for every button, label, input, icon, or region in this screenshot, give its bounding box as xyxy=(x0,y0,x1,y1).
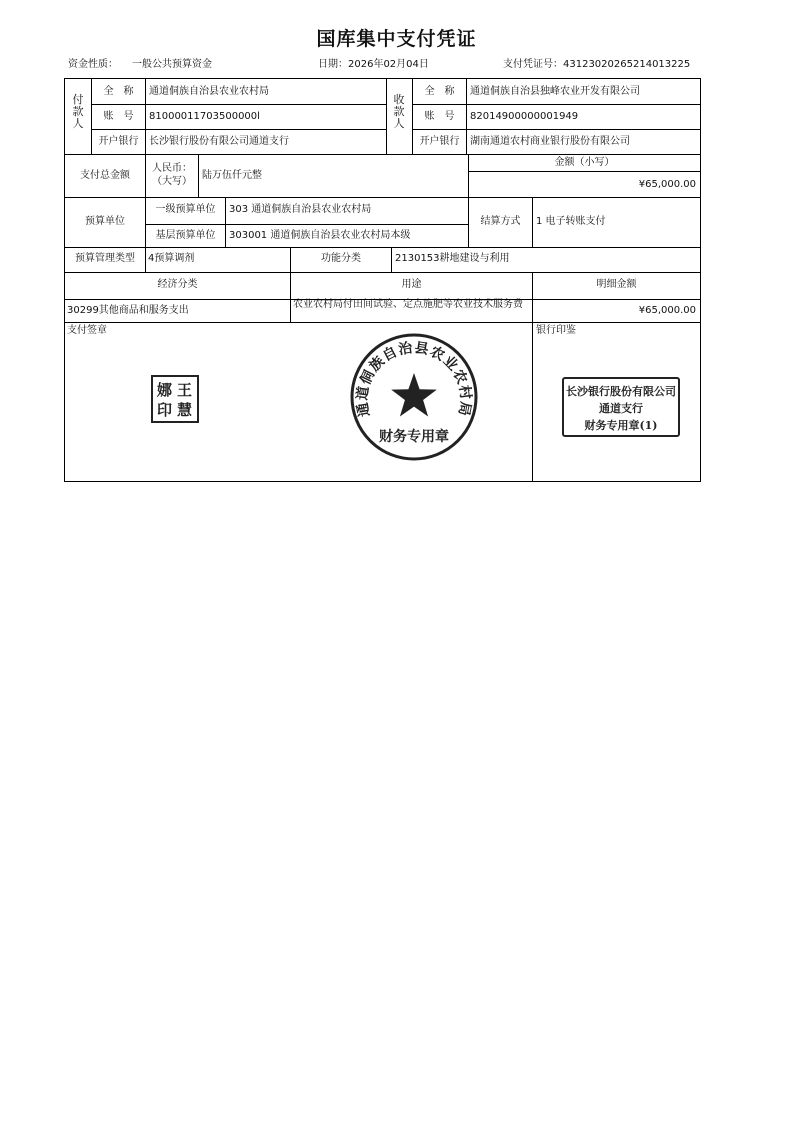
econ-class-label: 经济分类 xyxy=(157,279,198,290)
payer-side-label: 付款人 xyxy=(72,93,84,130)
divider xyxy=(145,224,468,225)
voucher-number xyxy=(503,55,690,70)
fund-nature xyxy=(68,55,212,70)
page-title: 国库集中支付凭证 xyxy=(316,28,477,50)
bank-seal-line: 通道支行 xyxy=(599,402,643,415)
divider xyxy=(532,197,533,247)
payee-name: 通道侗族自治县独峰农业开发有限公司 xyxy=(470,86,640,97)
voucher-date xyxy=(318,55,429,70)
divider xyxy=(91,129,386,130)
payee-side-label: 收款人 xyxy=(393,93,405,130)
date-label: 日期： xyxy=(318,59,348,70)
divider xyxy=(145,247,146,272)
divider xyxy=(65,197,700,198)
voucher-table xyxy=(64,78,701,482)
detail-amount-label: 明细金额 xyxy=(596,279,637,290)
divider xyxy=(65,322,700,323)
payee-bank-label: 开户银行 xyxy=(419,136,460,147)
divider xyxy=(145,79,146,154)
fund-nature-label: 资金性质： xyxy=(68,59,118,70)
payer-name-label: 全 称 xyxy=(103,86,134,97)
seal-char: 王 xyxy=(177,381,193,399)
divider xyxy=(65,247,700,248)
base-unit-label: 基层预算单位 xyxy=(155,230,216,241)
personal-seal xyxy=(151,375,199,423)
seal-char: 娜 xyxy=(157,381,173,399)
round-seal-text: 通道侗族自治县农业农村局 xyxy=(354,339,474,419)
star-icon xyxy=(391,373,437,417)
amount-in-words: 陆万伍仟元整 xyxy=(202,170,262,181)
date-value: 2026年02月04日 xyxy=(348,59,429,70)
use-description: 农业农村局付田间试验、定点施肥等农业技术服务费 xyxy=(293,299,523,310)
base-unit: 303001 通道侗族自治县农业农村局本级 xyxy=(229,230,411,241)
function-class: 2130153耕地建设与利用 xyxy=(395,253,510,264)
level1-unit: 303 通道侗族自治县农业农村局 xyxy=(229,204,372,215)
payer-account-label: 账 号 xyxy=(103,111,134,122)
divider xyxy=(198,154,199,197)
divider xyxy=(466,79,467,154)
level1-unit-label: 一级预算单位 xyxy=(155,204,216,215)
seal-char: 印 xyxy=(157,401,173,419)
bank-seal-line: 长沙银行股份有限公司 xyxy=(566,385,676,398)
divider xyxy=(412,129,700,130)
amount-small-label: 金额（小写） xyxy=(554,157,615,168)
bank-seal-line: 财务专用章(1) xyxy=(584,419,658,432)
rmb-label: 人民币： xyxy=(152,163,192,174)
divider xyxy=(65,272,700,273)
seal-char: 慧 xyxy=(177,401,193,419)
detail-amount: ¥65,000.00 xyxy=(638,305,696,316)
payee-account: 82014900000001949 xyxy=(470,111,579,122)
divider xyxy=(225,197,226,247)
payee-bank: 湖南通道农村商业银行股份有限公司 xyxy=(470,136,630,147)
payer-name: 通道侗族自治县农业农村局 xyxy=(149,86,269,97)
mgmt-type: 4预算调剂 xyxy=(148,253,195,264)
function-class-label: 功能分类 xyxy=(321,253,361,264)
budget-unit-label: 预算单位 xyxy=(85,216,125,227)
bank-seal-label: 银行印鉴 xyxy=(536,325,576,336)
divider xyxy=(412,104,700,105)
divider xyxy=(91,104,386,105)
payer-bank: 长沙银行股份有限公司通道支行 xyxy=(149,136,289,147)
divider xyxy=(391,247,392,272)
settle-method: 1 电子转账支付 xyxy=(536,216,606,227)
use-label: 用途 xyxy=(401,279,422,290)
amount-figure: ¥65,000.00 xyxy=(638,179,696,190)
divider xyxy=(532,272,533,481)
bank-seal xyxy=(562,377,680,437)
payer-account: 81000011703500000l xyxy=(149,111,260,122)
mgmt-type-label: 预算管理类型 xyxy=(75,253,135,264)
payer-bank-label: 开户银行 xyxy=(98,136,139,147)
divider xyxy=(468,171,700,172)
voucher-no-value: 43123020265214013225 xyxy=(563,59,691,70)
round-seal-sub: 财务专用章 xyxy=(379,429,449,445)
econ-class: 30299其他商品和服务支出 xyxy=(67,305,189,316)
fund-nature-value: 一般公共预算资金 xyxy=(132,59,212,70)
payee-name-label: 全 称 xyxy=(424,86,455,97)
total-amount-label: 支付总金额 xyxy=(80,170,130,181)
divider xyxy=(65,154,700,155)
payee-account-label: 账 号 xyxy=(424,111,455,122)
rmb-note: （大写） xyxy=(152,176,192,187)
settle-method-label: 结算方式 xyxy=(480,216,521,227)
pay-sign-label: 支付签章 xyxy=(67,325,107,336)
voucher-no-label: 支付凭证号： xyxy=(503,59,563,70)
divider xyxy=(386,79,387,154)
round-seal xyxy=(348,331,480,463)
